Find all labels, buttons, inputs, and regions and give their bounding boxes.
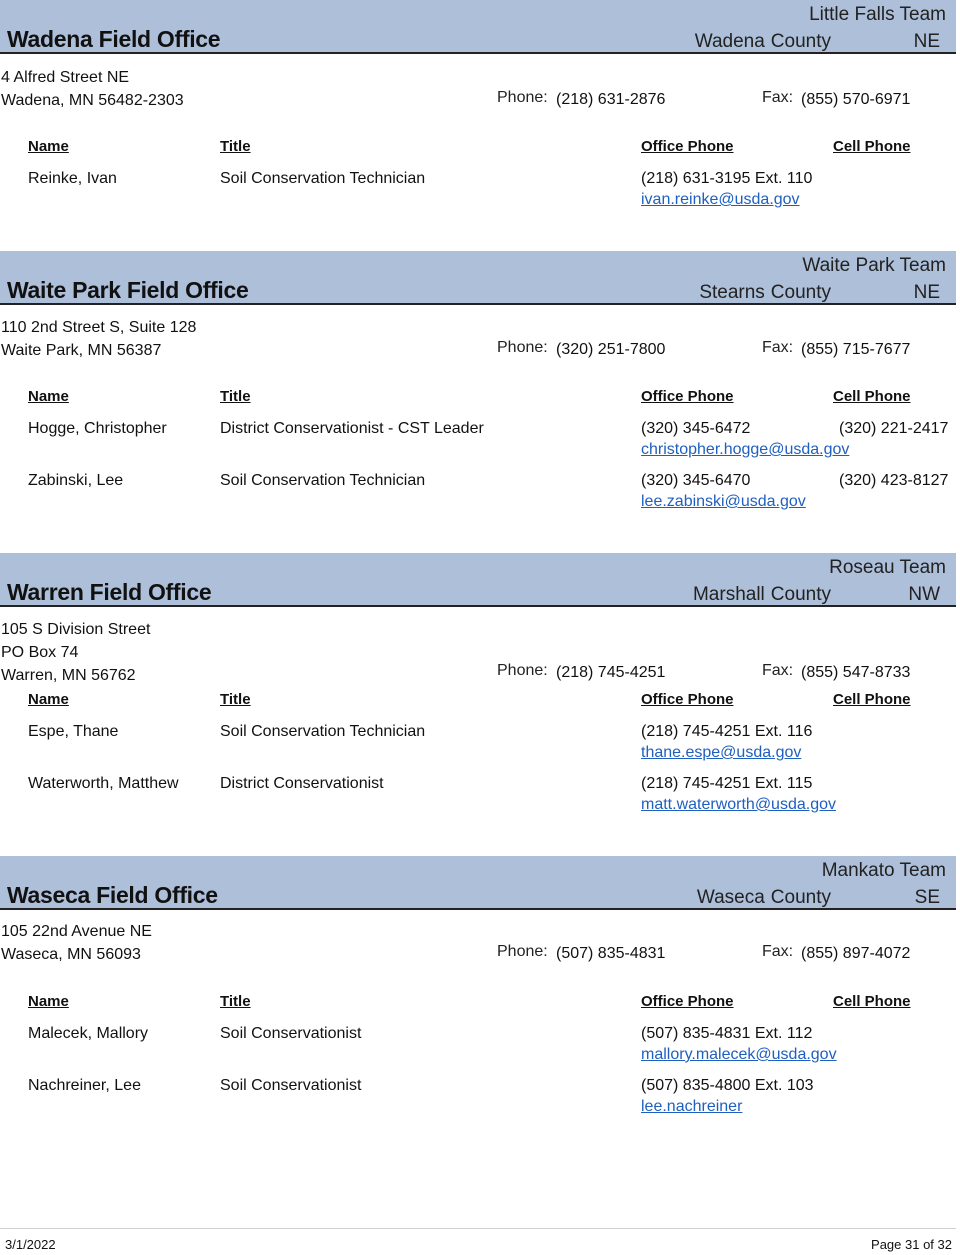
staff-name: Zabinski, Lee: [28, 472, 124, 489]
phone-value: (320) 251-7800: [556, 341, 666, 358]
county-word: County: [770, 584, 831, 605]
phone-value: (218) 745-4251: [556, 664, 666, 681]
office-name: Waite Park Field Office: [7, 277, 249, 303]
office-phone: [497, 339, 666, 358]
region-code: NW: [908, 584, 940, 605]
office-phone: [497, 943, 666, 962]
col-header-name: Name: [28, 388, 69, 405]
staff-row: [0, 420, 960, 470]
county-name: Stearns: [699, 282, 765, 303]
col-header-name: Name: [28, 691, 69, 708]
county-label: [697, 887, 831, 909]
team-name: Mankato Team: [821, 860, 946, 881]
fax-value: (855) 570-6971: [801, 91, 911, 108]
office-name: Wadena Field Office: [7, 26, 221, 52]
county-label: [693, 584, 831, 606]
footer-page-number: Page 31 of 32: [871, 1237, 952, 1252]
region-code: NE: [913, 282, 940, 303]
fax-value: (855) 897-4072: [801, 945, 911, 962]
staff-office-phone: (320) 345-6470: [641, 472, 751, 489]
county-label: [695, 31, 831, 53]
col-header-title: Title: [220, 691, 251, 708]
phone-value: (507) 835-4831: [556, 945, 666, 962]
address-line: 105 22nd Avenue NE: [1, 923, 152, 940]
county-word: County: [770, 31, 831, 52]
staff-row: [0, 1077, 960, 1127]
fax-value: (855) 715-7677: [801, 341, 911, 358]
staff-office-phone: (218) 631-3195 Ext. 110: [641, 170, 813, 187]
staff-row: [0, 1025, 960, 1075]
address-line: 110 2nd Street S, Suite 128: [1, 319, 197, 336]
col-header-title: Title: [220, 138, 251, 155]
fax-label: Fax:: [762, 89, 794, 106]
office-fax: [762, 339, 911, 358]
phone-label: Phone:: [497, 339, 548, 356]
col-header-cell-phone: Cell Phone: [833, 388, 911, 405]
team-name: Little Falls Team: [809, 4, 946, 25]
county-name: Marshall: [692, 584, 765, 605]
staff-name: Reinke, Ivan: [28, 170, 117, 187]
staff-office-phone: (320) 345-6472: [641, 420, 751, 437]
staff-cell-phone: (320) 423-8127: [839, 472, 949, 489]
staff-name: Malecek, Mallory: [28, 1025, 149, 1042]
staff-email-link[interactable]: christopher.hogge@usda.gov: [641, 441, 850, 458]
staff-office-phone: (507) 835-4831 Ext. 112: [641, 1025, 813, 1042]
staff-title: Soil Conservationist: [220, 1025, 362, 1042]
office-header: [0, 251, 956, 305]
staff-row: [0, 775, 960, 825]
staff-row: [0, 170, 960, 220]
office-address: [1, 920, 152, 966]
office-fax: [762, 943, 911, 962]
col-header-cell-phone: Cell Phone: [833, 691, 911, 708]
county-label: [699, 282, 831, 304]
office-address: [1, 618, 150, 687]
county-name: Waseca: [696, 887, 765, 908]
address-line: 105 S Division Street: [1, 621, 151, 638]
office-fax: [762, 662, 911, 681]
county-name: Wadena: [694, 31, 765, 52]
staff-title: Soil Conservationist: [220, 1077, 362, 1094]
col-header-office-phone: Office Phone: [641, 388, 734, 405]
fax-label: Fax:: [762, 662, 794, 679]
address-line: 4 Alfred Street NE: [1, 69, 130, 86]
region-code: SE: [914, 887, 940, 908]
office-address: [1, 316, 196, 362]
address-line: Waseca, MN 56093: [1, 946, 141, 963]
staff-title: District Conservationist - CST Leader: [220, 420, 484, 437]
team-name: Waite Park Team: [802, 255, 946, 276]
col-header-office-phone: Office Phone: [641, 138, 734, 155]
staff-row: [0, 723, 960, 773]
col-header-cell-phone: Cell Phone: [833, 138, 911, 155]
staff-name: Hogge, Christopher: [28, 420, 167, 437]
office-name: Warren Field Office: [7, 579, 212, 605]
staff-title: Soil Conservation Technician: [220, 170, 426, 187]
team-name: Roseau Team: [829, 557, 946, 578]
address-line: Warren, MN 56762: [1, 667, 136, 684]
col-header-office-phone: Office Phone: [641, 993, 734, 1010]
footer-date: 3/1/2022: [5, 1237, 56, 1252]
office-address: [1, 66, 184, 112]
fax-value: (855) 547-8733: [801, 664, 911, 681]
staff-name: Waterworth, Matthew: [28, 775, 179, 792]
staff-office-phone: (507) 835-4800 Ext. 103: [641, 1077, 814, 1094]
staff-email-link[interactable]: thane.espe@usda.gov: [641, 744, 802, 761]
office-phone: [497, 89, 666, 108]
fax-label: Fax:: [762, 943, 794, 960]
col-header-office-phone: Office Phone: [641, 691, 734, 708]
phone-value: (218) 631-2876: [556, 91, 666, 108]
col-header-cell-phone: Cell Phone: [833, 993, 911, 1010]
office-header: [0, 553, 956, 607]
staff-row: [0, 472, 960, 522]
staff-title: Soil Conservation Technician: [220, 723, 426, 740]
address-line: PO Box 74: [1, 644, 79, 661]
staff-office-phone: (218) 745-4251 Ext. 116: [641, 723, 813, 740]
county-word: County: [770, 282, 831, 303]
office-name: Waseca Field Office: [7, 882, 218, 908]
office-header: [0, 856, 956, 910]
col-header-title: Title: [220, 388, 251, 405]
fax-label: Fax:: [762, 339, 794, 356]
staff-email-link[interactable]: matt.waterworth@usda.gov: [641, 796, 836, 813]
office-fax: [762, 89, 911, 108]
staff-office-phone: (218) 745-4251 Ext. 115: [641, 775, 813, 792]
col-header-name: Name: [28, 993, 69, 1010]
staff-title: District Conservationist: [220, 775, 384, 792]
address-line: Waite Park, MN 56387: [1, 342, 162, 359]
staff-title: Soil Conservation Technician: [220, 472, 426, 489]
office-header: [0, 0, 956, 54]
office-phone: [497, 662, 666, 681]
col-header-title: Title: [220, 993, 251, 1010]
county-word: County: [770, 887, 831, 908]
phone-label: Phone:: [497, 943, 548, 960]
staff-email-link[interactable]: ivan.reinke@usda.gov: [641, 191, 800, 208]
staff-name: Nachreiner, Lee: [28, 1077, 141, 1094]
phone-label: Phone:: [497, 662, 548, 679]
staff-email-link[interactable]: mallory.malecek@usda.gov: [641, 1046, 837, 1063]
staff-cell-phone: (320) 221-2417: [839, 420, 949, 437]
staff-email-link[interactable]: lee.zabinski@usda.gov: [641, 493, 806, 510]
phone-label: Phone:: [497, 89, 548, 106]
address-line: Wadena, MN 56482-2303: [1, 92, 184, 109]
region-code: NE: [913, 31, 940, 52]
staff-name: Espe, Thane: [28, 723, 119, 740]
staff-email-link[interactable]: lee.nachreiner: [641, 1098, 743, 1115]
col-header-name: Name: [28, 138, 69, 155]
footer-divider: [0, 1228, 956, 1229]
